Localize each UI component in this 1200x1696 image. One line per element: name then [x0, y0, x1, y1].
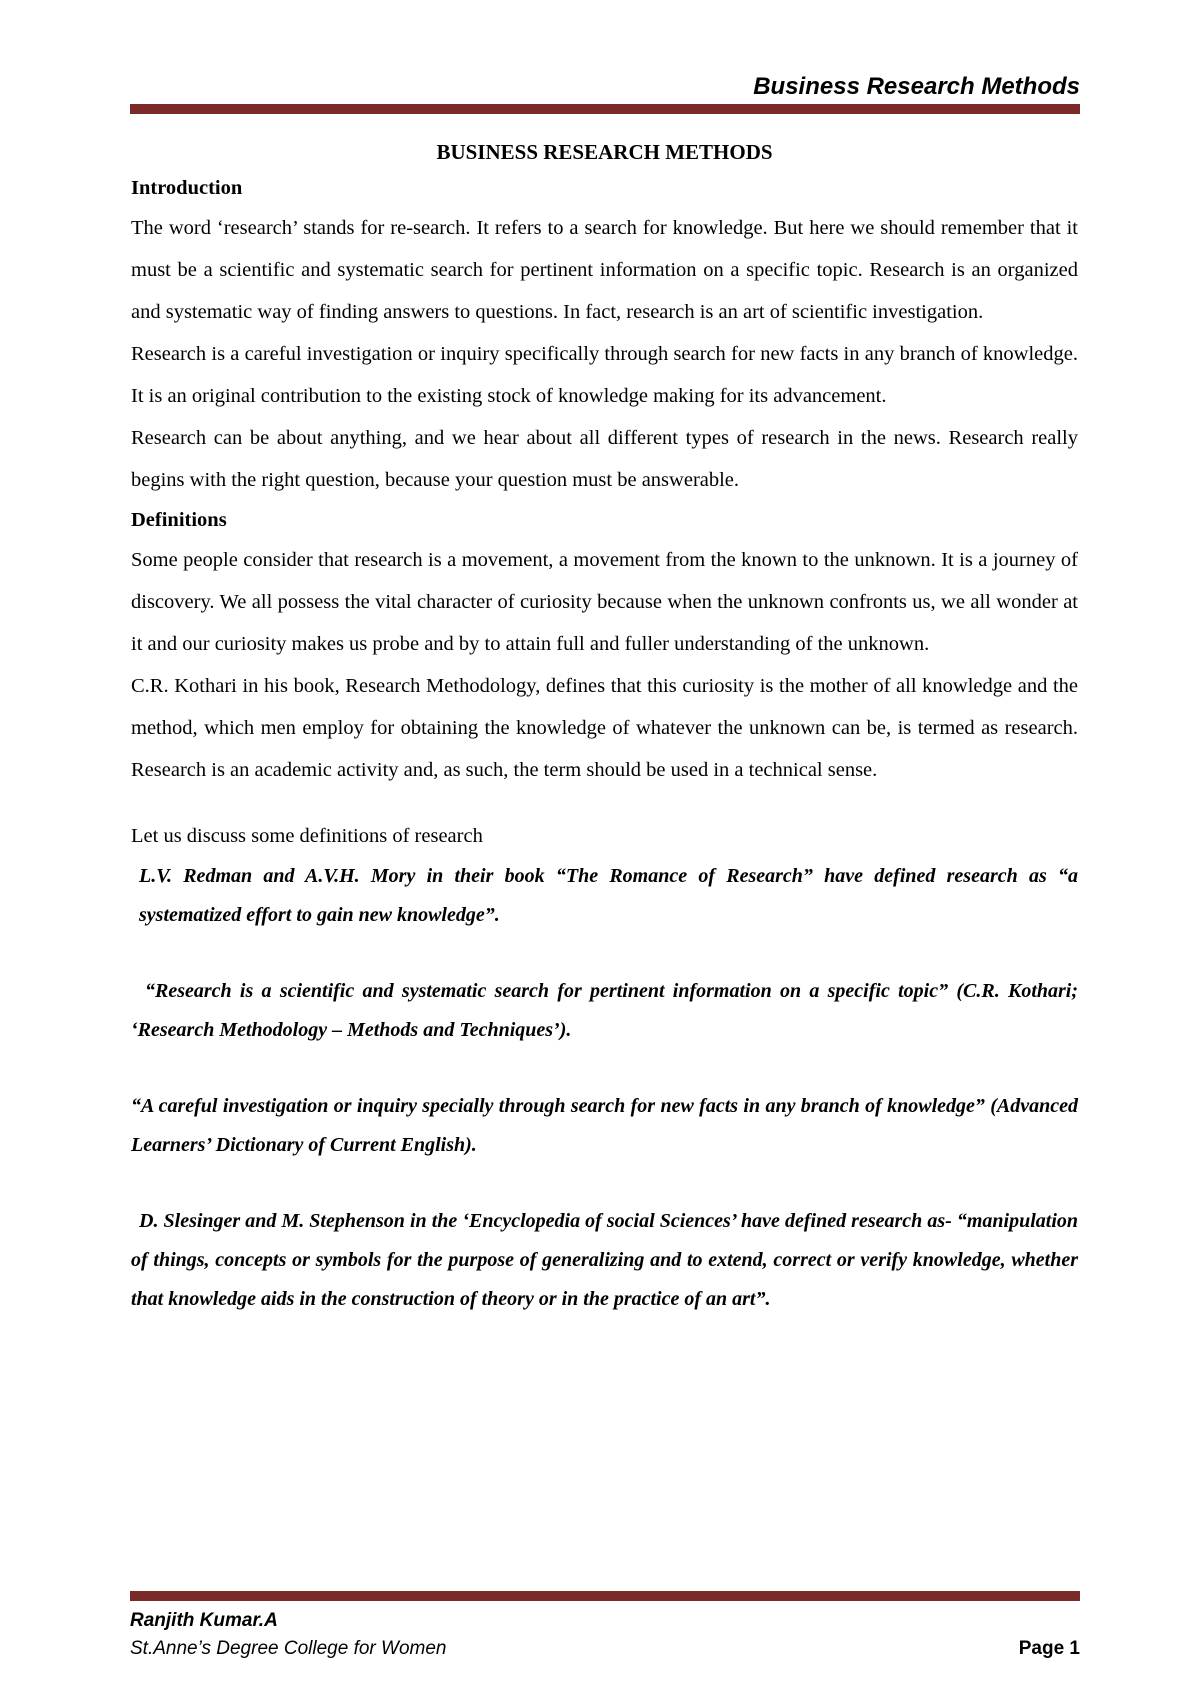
definitions-paragraph-1: Some people consider that research is a movement, a movement from the known to the unknown. It is a journey of discovery. We all possess the vital character of curiosity because when the unknown confronts us, we all wonder at it and our curiosity makes us probe and by to attain full and fuller understanding of the unknown. — [131, 549, 1078, 655]
definition-quote-1: L.V. Redman and A.V.H. Mory in their book “The Romance of Research” have defined research as “a systematized effort to gain new knowledge”. — [139, 865, 1078, 926]
section-heading-definitions: Definitions — [131, 509, 227, 531]
page-footer — [130, 1608, 1080, 1664]
page-content — [131, 135, 1078, 1319]
intro-paragraph-2: Research is a careful investigation or inquiry specifically through search for new facts in any branch of knowledge. It is an original contribution to the existing stock of knowledge making for its advancement. — [131, 343, 1078, 407]
document-title: BUSINESS RESEARCH METHODS — [436, 140, 773, 164]
definitions-paragraph-2: C.R. Kothari in his book, Research Methodology, defines that this curiosity is the mother of all knowledge and the method, which men employ for obtaining the knowledge of whatever the unknown can be, is termed as research. Research is an academic activity and, as such, the term should be used in a technical sense. — [131, 675, 1078, 781]
section-heading-introduction: Introduction — [131, 177, 243, 199]
intro-paragraph-1: The word ‘research’ stands for re-search. It refers to a search for knowledge. But here we should remember that it must be a scientific and systematic search for pertinent information on a specific topic. Research is an organized and systematic way of finding answers to questions. In fact, research is an art of scientific investigation. — [131, 217, 1078, 323]
definitions-intro-line: Let us discuss some definitions of research — [131, 825, 483, 847]
definition-quote-4: D. Slesinger and M. Stephenson in the ‘Encyclopedia of social Sciences’ have defined research as- “manipulation of things, concepts or symbols for the purpose of generalizing and to extend, correct or verify knowledge, whether that knowledge aids in the construction of theory or in the practice of an art”. — [131, 1210, 1078, 1310]
running-header-title: Business Research Methods — [753, 73, 1080, 100]
page-number: Page 1 — [1018, 1638, 1080, 1659]
intro-paragraph-3: Research can be about anything, and we hear about all different types of research in the news. Research really begins with the right question, because your question must be answerable. — [131, 427, 1078, 491]
footer-rule — [130, 1591, 1080, 1601]
header-rule — [130, 104, 1080, 114]
definition-quote-2: “Research is a scientific and systematic search for pertinent information on a specific topic” (C.R. Kothari; ‘Research Methodology – Methods and Techniques’). — [131, 980, 1078, 1041]
footer-author: Ranjith Kumar.A — [130, 1610, 278, 1631]
definition-quote-3: “A careful investigation or inquiry specially through search for new facts in any branch of knowledge” (Advanced Learners’ Dictionary of Current English). — [131, 1095, 1078, 1156]
footer-college: St.Anne’s Degree College for Women — [130, 1638, 447, 1659]
